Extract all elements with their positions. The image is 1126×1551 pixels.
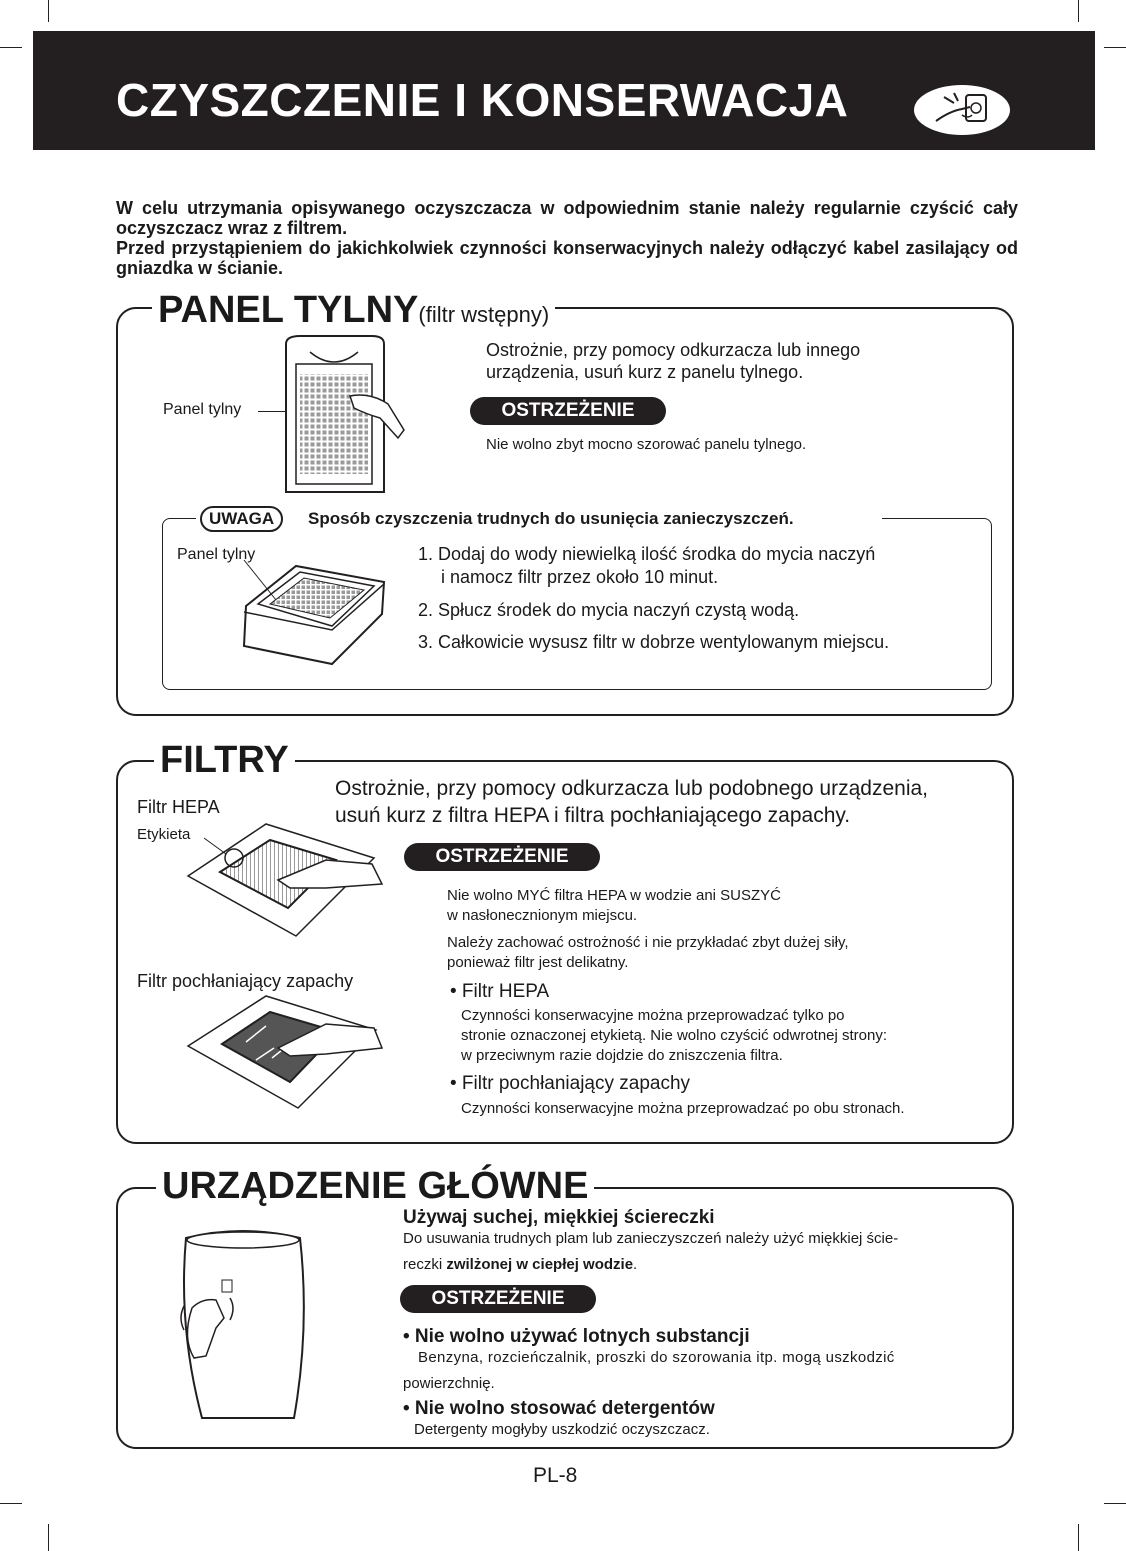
main-unit-title: URZĄDZENIE GŁÓWNE [156,1165,594,1208]
filters-warning-badge: OSTRZEŻENIE [404,843,600,871]
filters-bullet1-line3: w przeciwnym razie dojdzie do zniszczenia filtra. [461,1047,783,1064]
filters-bullet1-line2: stronie oznaczonej etykietą. Nie wolno czyścić odwrotnej strony: [461,1027,888,1044]
main-unit-text-line1: Do usuwania trudnych plam lub zanieczyszczeń należy użyć miękkiej ście- [403,1230,899,1247]
back-panel-illustration [280,334,410,499]
panel-title: PANEL TYLNY [158,289,419,331]
odour-label: Filtr pochłaniający zapachy [137,971,354,991]
hepa-filter-illustration [186,824,392,944]
main-unit-bullet1-line1: Benzyna, rozcieńczalnik, proszki do szorowania itp. mogą uszkodzić [418,1349,895,1366]
main-unit-bullet1-title: • Nie wolno używać lotnych substancji [403,1326,750,1347]
main-unit-text-line2: reczki zwilżonej w ciepłej wodzie. [403,1256,638,1273]
page-number: PL-8 [533,1464,578,1487]
panel-text-line2: urządzenia, usuń kurz z panelu tylnego. [486,362,804,382]
unplug-icon [914,85,1010,135]
filters-bullet1-line1: Czynności konserwacyjne można przeprowadzać tylko po [461,1007,845,1024]
note-step1-line1: 1. Dodaj do wody niewielką ilość środka do mycia naczyń [418,544,876,564]
filters-warning2-line2: ponieważ filtr jest delikatny. [447,954,629,971]
main-unit-illustration [172,1228,312,1424]
filters-bullet2-title: • Filtr pochłaniający zapachy [450,1073,691,1094]
panel-warning-text: Nie wolno zbyt mocno szorować panelu tylnego. [486,436,807,453]
intro-paragraph-1: W celu utrzymania opisywanego oczyszczacza w odpowiednim stanie należy regularnie czyścić cały oczyszczacz wraz z filtrem. [116,198,1018,238]
main-unit-heading: Używaj suchej, miękkiej ściereczki [403,1207,715,1228]
note-title: Sposób czyszczenia trudnych do usunięcia zanieczyszczeń. [308,509,794,528]
hepa-label: Filtr HEPA [137,797,220,817]
filters-warning1-line1: Nie wolno MYĆ filtra HEPA w wodzie ani SUSZYĆ [447,887,781,904]
filters-bullet1-title: • Filtr HEPA [450,981,550,1002]
panel-subtitle: (filtr wstępny) [418,302,550,327]
note-step3: 3. Całkowicie wysusz filtr w dobrze wentylowanym miejscu. [418,632,890,652]
note-step1-line2: i namocz filtr przez około 10 minut. [441,567,719,587]
panel-section-title [152,289,555,332]
panel-label: Panel tylny [163,401,242,418]
intro-paragraph-2: Przed przystąpieniem do jakichkolwiek czynności konserwacyjnych należy odłączyć kabel zasilający od gniazdka w ścianie. [116,238,1018,278]
filters-text-line2: usuń kurz z filtra HEPA i filtra pochłaniającego zapachy. [335,804,851,827]
odour-filter-illustration [186,996,392,1116]
soaking-tray-illustration [236,560,392,670]
etykieta-label: Etykieta [137,826,191,843]
filters-bullet2-text: Czynności konserwacyjne można przeprowadzać po obu stronach. [461,1100,905,1117]
note-tag: UWAGA [200,506,283,532]
note-panel-label: Panel tylny [177,546,256,563]
main-unit-bullet2-title: • Nie wolno stosować detergentów [403,1398,715,1419]
main-unit-warning-badge: OSTRZEŻENIE [400,1285,596,1313]
note-step2: 2. Spłucz środek do mycia naczyń czystą wodą. [418,600,800,620]
filters-title: FILTRY [154,739,295,782]
main-unit-bullet1-line2: powierzchnię. [403,1375,495,1392]
main-unit-bullet2-text: Detergenty mogłyby uszkodzić oczyszczacz. [414,1421,710,1438]
page-title: CZYSZCZENIE I KONSERWACJA [116,74,849,126]
panel-warning-badge: OSTRZEŻENIE [470,397,666,425]
filters-text-line1: Ostrożnie, przy pomocy odkurzacza lub podobnego urządzenia, [335,777,929,800]
panel-text-line1: Ostrożnie, przy pomocy odkurzacza lub innego [486,340,861,360]
filters-warning1-line2: w nasłonecznionym miejscu. [447,907,638,924]
filters-warning2-line1: Należy zachować ostrożność i nie przykładać zbyt dużej siły, [447,934,849,951]
